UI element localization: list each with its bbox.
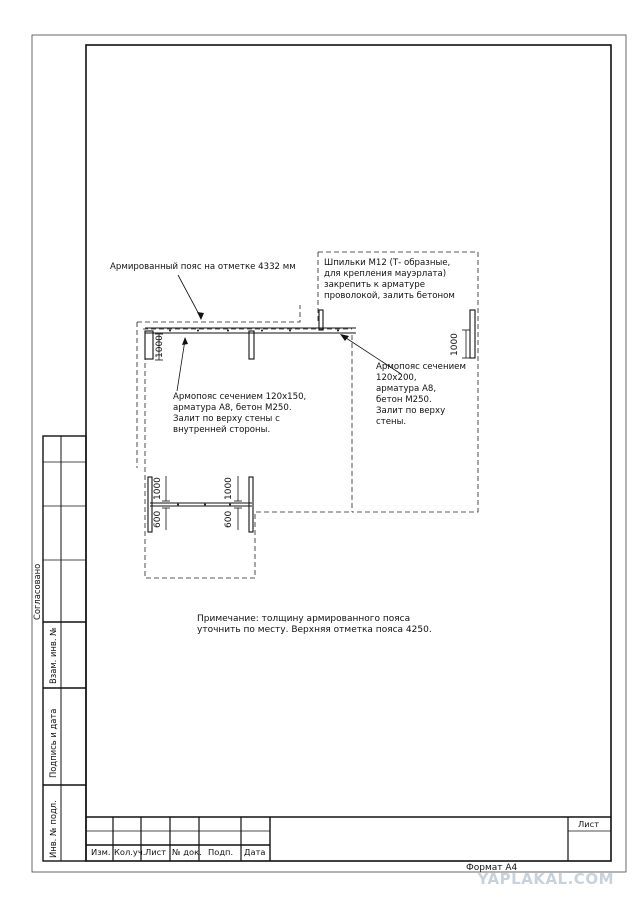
dimension-label: 1000 [153, 477, 163, 500]
belt-120x200-note: Армопояс сечением 120х200, арматура А8, бетон М250. Залит по верху стены. [376, 362, 466, 427]
dimension-label: 600 [153, 510, 163, 528]
stamp-inv-replaced: Взам. инв. № [48, 627, 58, 684]
tb-list: Лист [145, 847, 167, 857]
watermark-logo: YAPLAKAL.COM [477, 870, 614, 888]
dimension-label: 600 [224, 510, 234, 528]
tb-kol-uch: Кол.уч. [114, 847, 146, 857]
tb-sheet: Лист [578, 819, 600, 829]
studs-note: Шпильки М12 (Т- образные, для крепления мауэрлата) закрепить к арматуре проволокой, залить бетоном [324, 258, 455, 301]
format-label: Формат А4 [466, 863, 518, 873]
belt-level-label: Армированный пояс на отметке 4332 мм [110, 262, 296, 272]
drawing-frame [86, 45, 611, 861]
stamp-sign-date: Подпись и дата [48, 708, 58, 778]
belt-120x150-note: Армопояс сечением 120х150, арматура А8, бетон М250. Залит по верху стены с внутренней стороны. [173, 392, 307, 435]
tb-doc-no: № док. [172, 847, 202, 857]
tb-date: Дата [244, 847, 266, 857]
dimension-label: 1000 [450, 333, 460, 356]
remark-note: Примечание: толщину армированного пояса уточнить по месту. Верхняя отметка пояса 4250. [197, 614, 432, 635]
stamp-inv-original: Инв. № подл. [48, 800, 58, 858]
tb-izm: Изм. [91, 847, 111, 857]
tb-sign: Подп. [208, 847, 234, 857]
stamp-approved: Согласовано [32, 563, 42, 620]
dimension-label: 1000 [224, 477, 234, 500]
dimension-label: 1000 [155, 335, 165, 358]
outer-sheet-border [32, 35, 626, 872]
